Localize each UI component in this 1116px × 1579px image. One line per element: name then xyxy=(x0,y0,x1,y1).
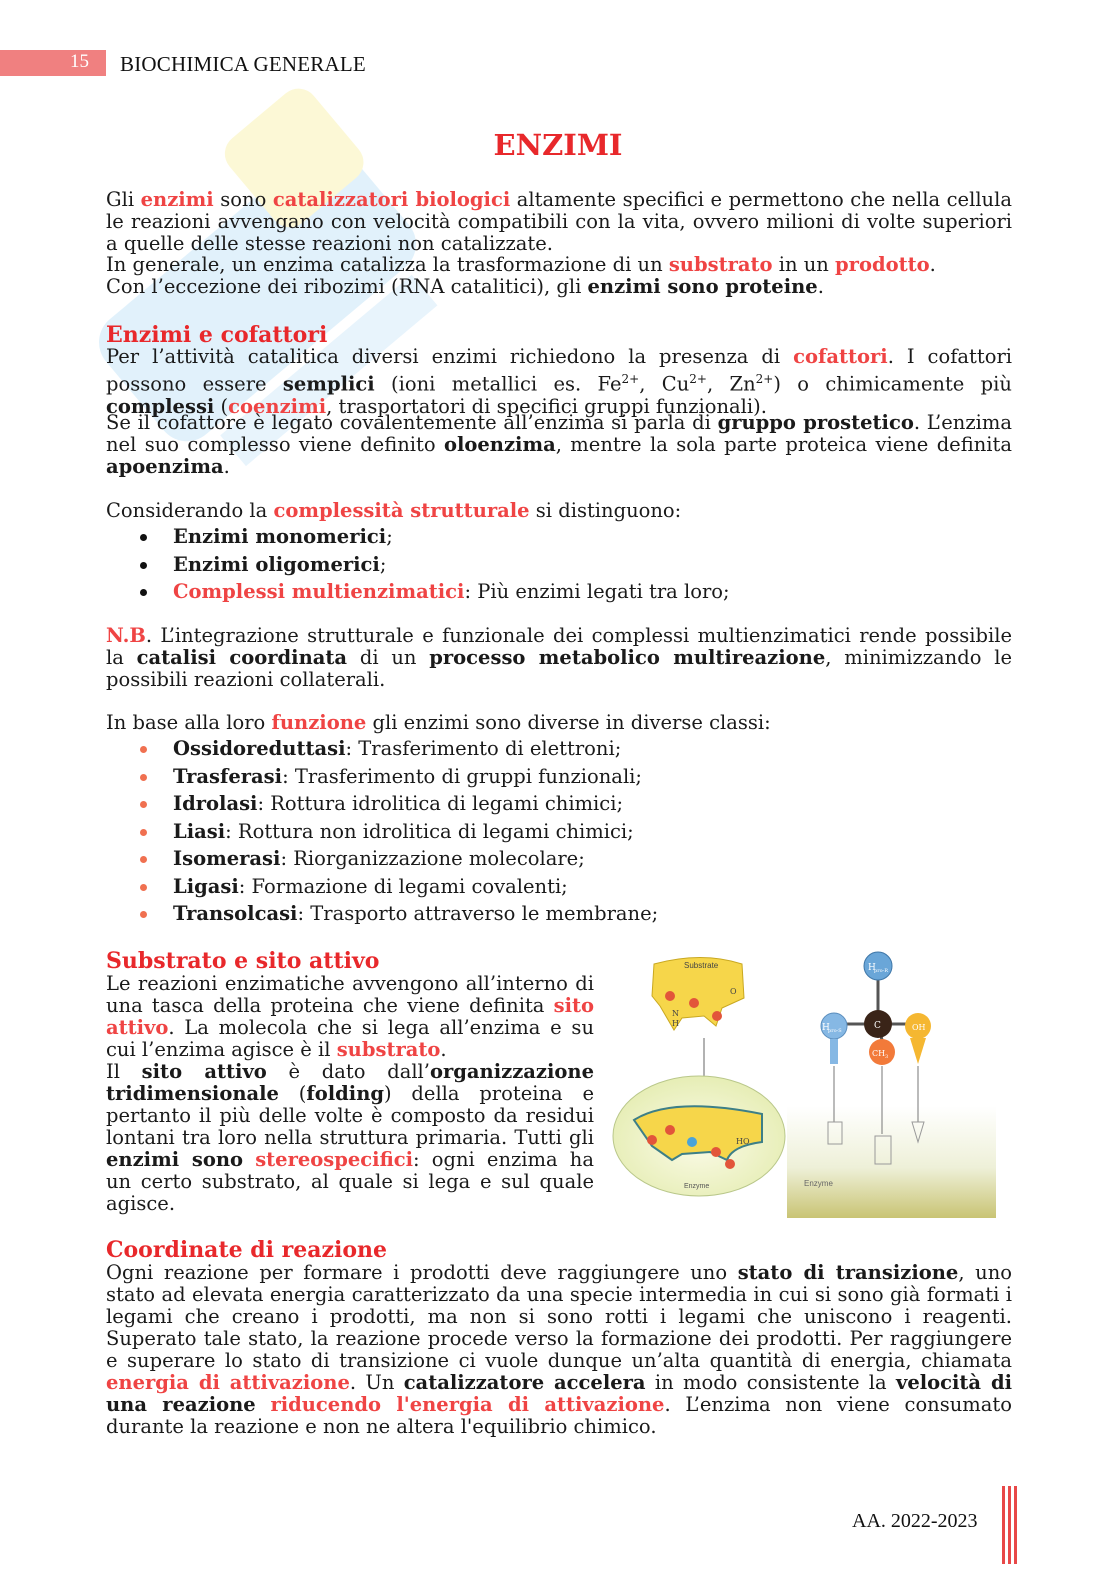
list-item: Trasferasi: Trasferimento di gruppi funzionali; xyxy=(106,763,658,791)
list-item: Ligasi: Formazione di legami covalenti; xyxy=(106,873,658,901)
list-item: Liasi: Rottura non idrolitica di legami chimici; xyxy=(106,818,658,846)
struttura-intro: Considerando la complessità strutturale si distinguono: xyxy=(106,499,682,522)
list-item: Enzimi oligomerici; xyxy=(106,551,730,579)
list-item: Idrolasi: Rottura idrolitica di legami chimici; xyxy=(106,790,658,818)
page-title: ENZIMI xyxy=(493,128,623,162)
intro-paragraph: Gli enzimi sono catalizzatori biologici altamente specifici e permettono che nella cellula le reazioni avvengano con velocità compatibili con la vita, ovvero milioni di volte superiori a quelle delle stesse reazioni non catalizzate. xyxy=(106,188,1012,255)
svg-text:pro-R: pro-R xyxy=(874,968,889,974)
cofattori-paragraph-2: Se il cofattore è legato covalentemente all’enzima si parla di gruppo prostetico. L’enzima nel suo complesso viene definito oloenzima, mentre la sola parte proteica viene definita apoenzima. xyxy=(106,411,1012,478)
footer-bar xyxy=(1014,1486,1017,1564)
svg-text:pro-S: pro-S xyxy=(828,1028,842,1034)
svg-text:OH: OH xyxy=(912,1023,926,1032)
list-item: Ossidoreduttasi: Trasferimento di elettroni; xyxy=(106,735,658,763)
svg-text:3: 3 xyxy=(885,1054,889,1060)
struttura-list xyxy=(106,523,730,606)
list-item: Isomerasi: Riorganizzazione molecolare; xyxy=(106,845,658,873)
intro-line-3: Con l’eccezione dei ribozimi (RNA catalitici), gli enzimi sono proteine. xyxy=(106,275,824,298)
intro-line-2: In generale, un enzima catalizza la trasformazione di un substrato in un prodotto. xyxy=(106,253,936,276)
substrato-paragraph: Le reazioni enzimatiche avvengono all’interno di una tasca della proteina che viene definita sito attivo. La molecola che si lega all’enzima e su cui l’enzima agisce è il substrato. xyxy=(106,972,594,1061)
nb-paragraph: N.B. L’integrazione strutturale e funzionale dei complessi multienzimatici rende possibile la catalisi coordinata di un processo metabolico multireazione, minimizzando le possibili reazioni collaterali. xyxy=(106,624,1012,691)
svg-text:C: C xyxy=(874,1021,881,1031)
cofattori-paragraph: Per l’attività catalitica diversi enzimi richiedono la presenza di cofattori. I cofattori possono essere semplici (ioni metallici es. $Fe^{2+}$, $Cu^{2+}$, $Zn^{2+}$) o chimicamente più complessi (coenzimi, trasportatori di specifici gruppi funzionali). xyxy=(106,345,1013,418)
list-item: Complessi multienzimatici: Più enzimi legati tra loro; xyxy=(106,578,730,606)
coordinate-paragraph: Ogni reazione per formare i prodotti deve raggiungere uno stato di transizione, uno stato ad elevata energia caratterizzato da una specie intermedia in cui si sono già formati i legami che creano i prodotti, ma non si sono rotti i legami che uniscono i reagenti. Superato tale stato, la reazione procede verso la formazione dei prodotti. Per raggiungere e superare lo stato di transizione ci vuole dunque un’alta quantità di energia, chiamata energia di attivazione. Un catalizzatore accelera in modo consistente la velocità di una reazione riducendo l'energia di attivazione. L’enzima non viene consumato durante la reazione e non ne altera l'equilibrio chimico. xyxy=(106,1261,1012,1438)
svg-text:O: O xyxy=(730,987,737,996)
svg-text:H: H xyxy=(822,1023,830,1033)
svg-text:H: H xyxy=(868,963,876,973)
svg-text:HO: HO xyxy=(736,1137,750,1146)
svg-text:Enzyme: Enzyme xyxy=(804,1179,833,1188)
classi-list xyxy=(106,735,658,928)
svg-text:N: N xyxy=(672,1009,679,1018)
svg-text:CH: CH xyxy=(872,1049,886,1058)
svg-text:Enzyme: Enzyme xyxy=(684,1183,710,1190)
funzione-intro: In base alla loro funzione gli enzimi sono diverse in diverse classi: xyxy=(106,711,771,734)
svg-text:Substrate: Substrate xyxy=(684,961,719,970)
heading-substrato: Substrato e sito attivo xyxy=(106,948,380,974)
list-item: Transolcasi: Trasporto attraverso le membrane; xyxy=(106,900,658,928)
footer-bar xyxy=(1008,1486,1011,1564)
academic-year: AA. 2022-2023 xyxy=(852,1510,978,1532)
substrato-paragraph-2: Il sito attivo è dato dall’organizzazione tridimensionale (folding) della proteina e pertanto il più delle volte è composto da residui lontani tra loro nella struttura primaria. Tutti gli enzimi sono stereospecifici: ogni enzima ha un certo substrato, al quale si lega e sul quale agisce. xyxy=(106,1060,594,1215)
list-item: Enzimi monomerici; xyxy=(106,523,730,551)
page-number: 15 xyxy=(70,51,89,72)
course-title: BIOCHIMICA GENERALE xyxy=(120,52,366,76)
enzyme-substrate-figure xyxy=(612,946,996,1218)
heading-cofattori: Enzimi e cofattori xyxy=(106,322,328,348)
footer-bar xyxy=(1002,1486,1005,1564)
svg-text:H: H xyxy=(672,1019,679,1028)
heading-coordinate: Coordinate di reazione xyxy=(106,1237,388,1263)
